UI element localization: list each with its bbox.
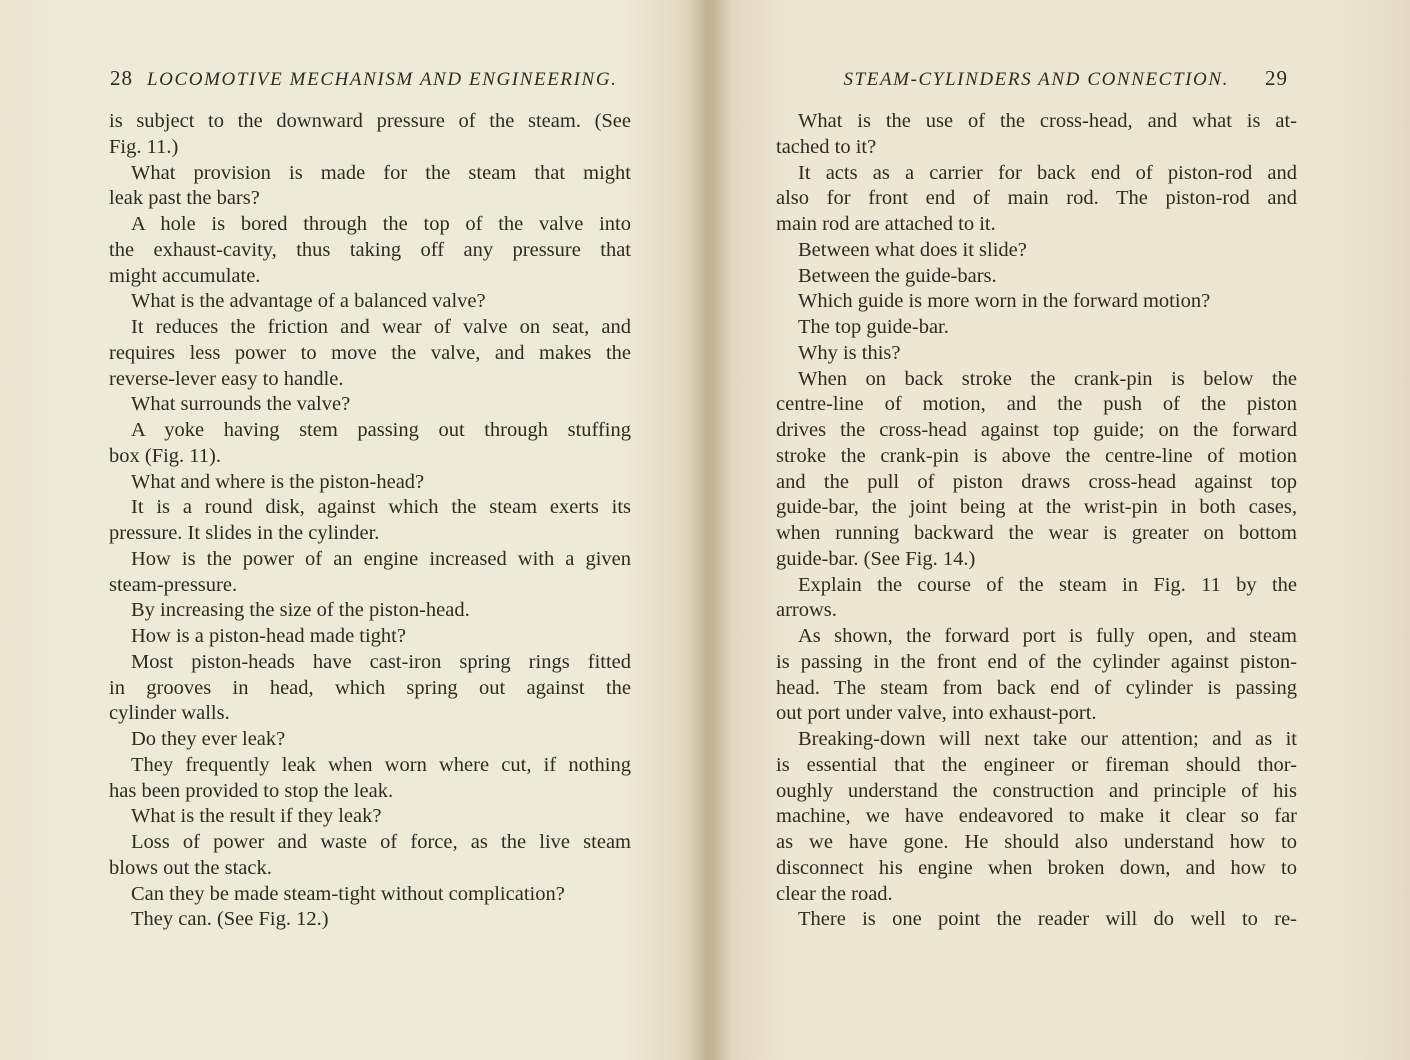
text-line: head. The steam from back end of cylinder is passing [776, 676, 1297, 699]
text-line: guide-bar, the joint being at the wrist-pin in both cases, [776, 496, 1297, 519]
text-line: A yoke having stem passing out through stuffing [131, 419, 631, 441]
text-line: oughly understand the construction and principle of his [776, 779, 1297, 802]
text-line: clear the road. [776, 882, 893, 905]
text-line: and the pull of piston draws cross-head against top [776, 470, 1297, 493]
text-line: It reduces the friction and wear of valve on seat, and [131, 316, 631, 338]
text-line: tached to it? [776, 135, 877, 158]
text-line: Why is this? [798, 341, 901, 364]
text-line: Breaking-down will next take our attention; and as it [798, 728, 1297, 750]
text-line: What is the use of the cross-head, and what is at- [798, 110, 1297, 132]
text-line: cylinder walls. [109, 702, 230, 725]
text-line: Do they ever leak? [131, 728, 286, 750]
text-line: What surrounds the valve? [131, 393, 351, 416]
text-line: is essential that the engineer or fireman should thor- [776, 753, 1297, 776]
book-gutter [690, 0, 730, 1060]
text-line: stroke the crank-pin is above the centre-line of motion [776, 444, 1297, 467]
right-running-head [844, 66, 1289, 91]
text-line: By increasing the size of the piston-head. [131, 599, 470, 622]
text-line: Most piston-heads have cast-iron spring rings fitted [131, 650, 631, 673]
text-line: A hole is bored through the top of the valve into [131, 213, 631, 235]
text-line: Which guide is more worn in the forward motion? [798, 290, 1211, 313]
text-line: as we have gone. He should also understand how to [776, 831, 1297, 853]
text-line: They can. (See Fig. 12.) [131, 908, 329, 931]
text-line: might accumulate. [109, 264, 261, 287]
text-line: The top guide-bar. [798, 316, 949, 338]
text-line: reverse-lever easy to handle. [109, 367, 344, 390]
text-line: When on back stroke the crank-pin is below the [798, 367, 1297, 390]
text-line: leak past the bars? [109, 187, 260, 210]
left-running-head [110, 66, 618, 91]
text-line: Fig. 11.) [109, 135, 179, 158]
text-line: guide-bar. (See Fig. 14.) [776, 547, 976, 570]
text-line: It acts as a carrier for back end of piston-rod and [798, 161, 1297, 184]
text-line: What provision is made for the steam that might [131, 161, 631, 184]
text-line: requires less power to move the valve, and makes the [109, 341, 631, 364]
left-running-title: LOCOMOTIVE MECHANISM AND ENGINEERING. [147, 69, 618, 90]
text-line: in grooves in head, which spring out against the [109, 676, 631, 699]
text-line: box (Fig. 11). [109, 444, 221, 467]
text-line: disconnect his engine when broken down, and how to [776, 856, 1297, 879]
text-line: when running backward the wear is greater on bottom [776, 522, 1297, 544]
text-line: drives the cross-head against top guide; on the forward [776, 419, 1297, 441]
text-line: out port under valve, into exhaust-port. [776, 702, 1097, 725]
text-line: has been provided to stop the leak. [109, 779, 394, 802]
text-line: How is the power of an engine increased with a given [131, 547, 631, 570]
text-line: is subject to the downward pressure of the steam. (See [109, 110, 631, 132]
right-page-text [776, 109, 1297, 933]
text-line: How is a piston-head made tight? [131, 625, 406, 647]
text-line: Between what does it slide? [798, 238, 1027, 261]
left-page-number: 28 [110, 66, 133, 90]
text-line: What and where is the piston-head? [131, 470, 425, 493]
text-line: also for front end of main rod. The piston-rod and [776, 187, 1297, 210]
text-line: Explain the course of the steam in Fig. 11 by the [798, 573, 1297, 596]
text-line: Between the guide-bars. [798, 264, 997, 287]
text-line: Loss of power and waste of force, as the live steam [131, 831, 631, 853]
text-line: pressure. It slides in the cylinder. [109, 522, 380, 544]
text-line: the exhaust-cavity, thus taking off any pressure that [109, 238, 631, 261]
text-line: What is the result if they leak? [131, 805, 382, 828]
text-line: blows out the stack. [109, 856, 272, 879]
text-line: There is one point the reader will do well to re- [798, 908, 1297, 931]
text-line: What is the advantage of a balanced valve? [131, 290, 486, 313]
text-line: arrows. [776, 599, 837, 622]
text-line: is passing in the front end of the cylinder against piston- [776, 650, 1297, 673]
text-line: As shown, the forward port is fully open, and steam [798, 625, 1297, 647]
text-line: main rod are attached to it. [776, 213, 996, 235]
text-line: Can they be made steam-tight without complication? [131, 882, 565, 905]
text-line: centre-line of motion, and the push of the piston [776, 393, 1297, 416]
left-page-text [109, 109, 631, 933]
right-page-number: 29 [1265, 66, 1288, 90]
text-line: steam-pressure. [109, 573, 238, 596]
text-line: It is a round disk, against which the steam exerts its [131, 496, 631, 519]
right-running-title: STEAM-CYLINDERS AND CONNECTION. [843, 69, 1229, 90]
text-line: machine, we have endeavored to make it clear so far [776, 805, 1297, 828]
text-line: They frequently leak when worn where cut, if nothing [131, 753, 631, 776]
